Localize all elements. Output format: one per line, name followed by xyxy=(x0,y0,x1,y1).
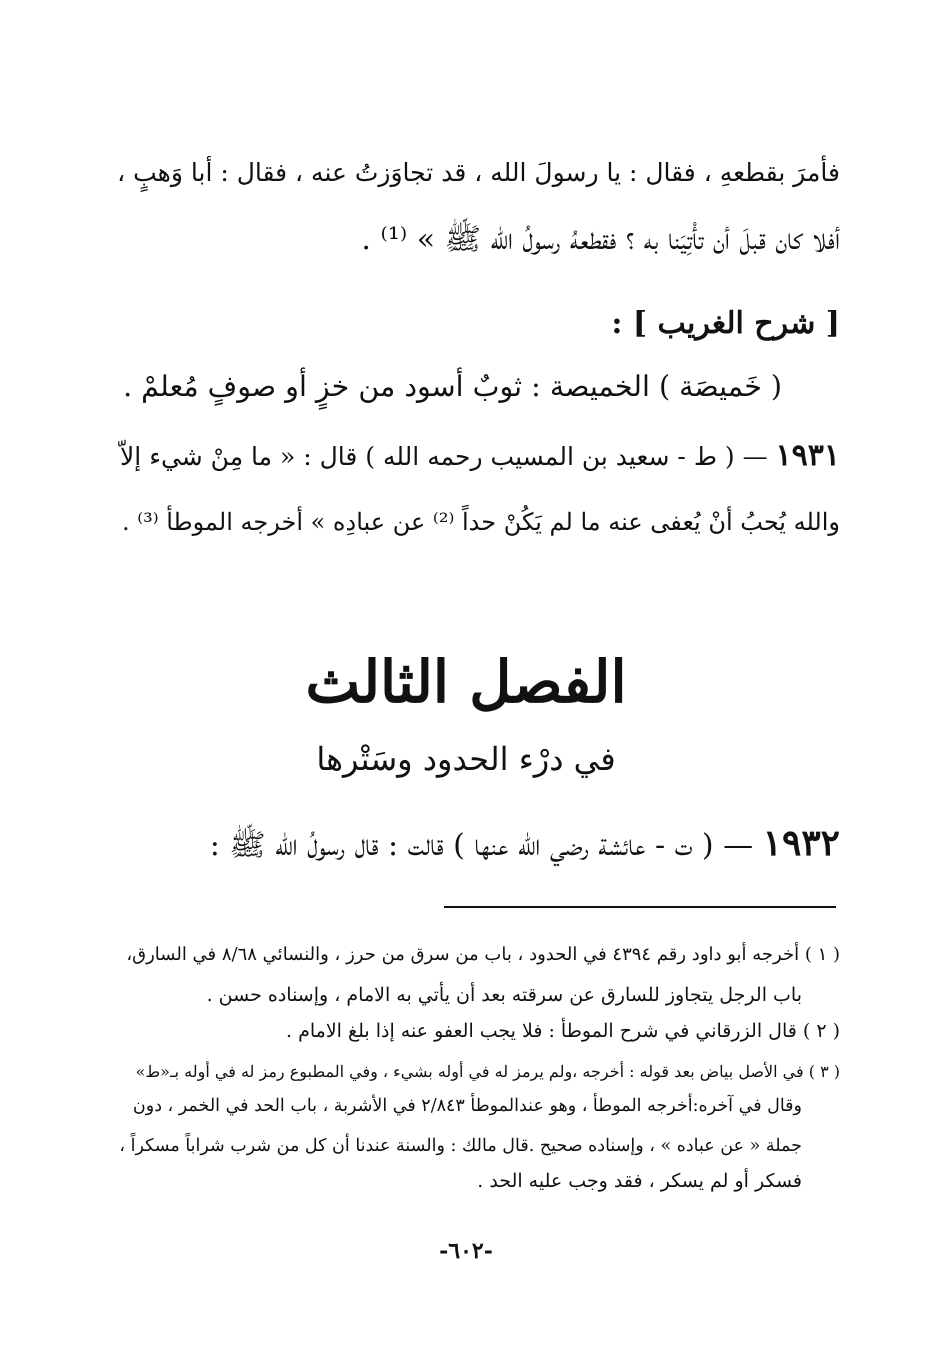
footnote-3-line-3: جملة « عن عباده » ، وإسناده صحيح .قال مالك : والسنة عندنا أن كل من شرب شراباً مسكراً ، xyxy=(119,1136,802,1156)
footnote-1-line-1: ( ١ ) أخرجه أبو داود رقم ٤٣٩٤ في الحدود ، باب من سرق من حرز ، والنسائي ٨/٦٨ في السارق، xyxy=(126,944,840,965)
hadith-1931-line-2: والله يُحبُ أنْ يُعفى عنه ما لم يَكُنْ حداً ⁽²⁾ عن عبادِه » أخرجه الموطأ ⁽³⁾ . xyxy=(121,508,840,536)
hadith-1932-line xyxy=(118,822,840,865)
footnote-3-line-1: ( ٣ ) في الأصل بياض بعد قوله : أخرجه ،ولم يرمز له في أوله بشيء ، وفي المطبوع رمز له في أوله بـ«ط» xyxy=(135,1062,840,1081)
body-line-2: أفلا كان قبلَ أن تأْتِيَنا به ؟ فقطعهُ رسولُ الله ﷺ » ⁽¹⁾ . xyxy=(361,222,840,257)
footnote-2-line-1: ( ٢ ) قال الزرقاني في شرح الموطأ : فلا يجب العفو عنه إذا بلغ الامام . xyxy=(286,1020,840,1042)
footnote-1-line-2: باب الرجل يتجاوز للسارق عن سرقته بعد أن يأتي به الامام ، وإسناده حسن . xyxy=(206,984,802,1006)
hadith-1931-line-1 xyxy=(118,438,840,474)
hadith-number-1931: ١٩٣١ xyxy=(775,438,840,473)
page-number: -٦٠٢- xyxy=(439,1238,493,1264)
footnote-3-line-2: وقال في آخره:أخرجه الموطأ ، وهو عندالموطأ ٢/٨٤٣ في الأشربة ، باب الحد في الخمر ، دون xyxy=(132,1096,802,1116)
hadith-number-1932: ١٩٣٢ xyxy=(762,822,840,864)
gharib-heading: [ شرح الغريب ] : xyxy=(611,306,840,341)
footnote-divider xyxy=(444,906,836,908)
hadith-1931-opening: — ( ط - سعيد بن المسيب رحمه الله ) قال : « ما مِنْ شيء إلاّ xyxy=(120,442,768,471)
body-line-1: فأمرَ بقطعهِ ، فقال : يا رسولَ الله ، قد تجاوَزتُ عنه ، فقال : أبا وَهبٍ ، xyxy=(117,158,840,187)
chapter-title: الفصل الثالث xyxy=(305,648,627,716)
chapter-subtitle: في درْء الحدود وسَتْرها xyxy=(316,740,616,778)
hadith-1932-text: — ( ت - عائشة رضي الله عنها ) قالت : قال رسولُ الله ﷺ : xyxy=(209,828,754,863)
gharib-text: ( خَميصَة ) الخميصة : ثوبٌ أسود من خزٍ أو صوفٍ مُعلمْ . xyxy=(123,370,782,403)
footnote-3-line-4: فسكر أو لم يسكر ، فقد وجب عليه الحد . xyxy=(477,1170,802,1192)
